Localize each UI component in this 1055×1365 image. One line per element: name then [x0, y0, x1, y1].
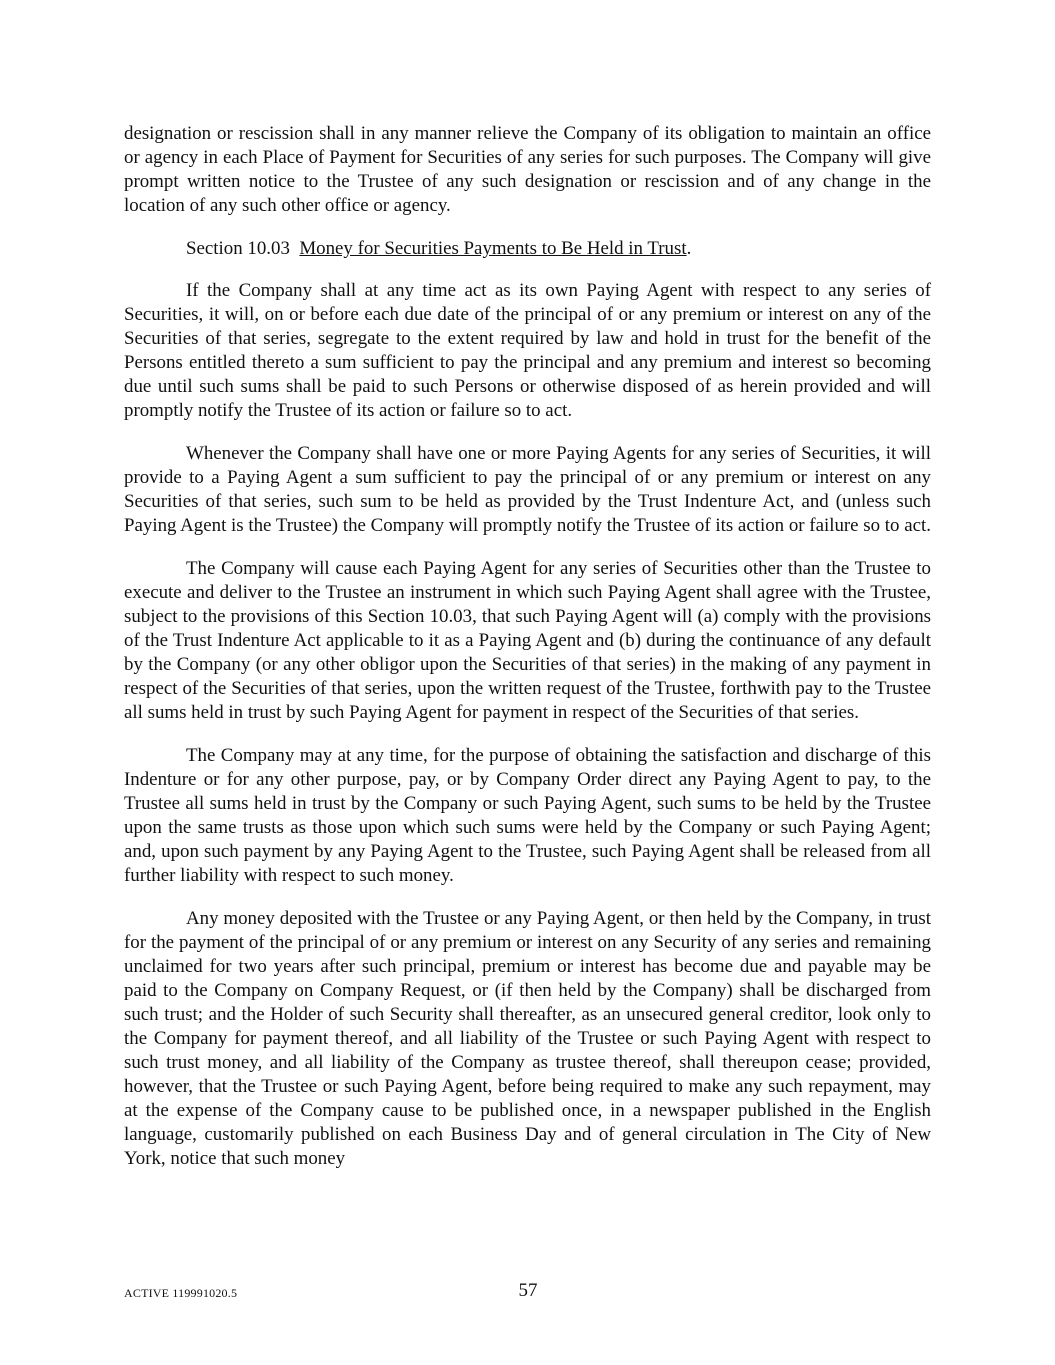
- continuation-paragraph: designation or rescission shall in any manner relieve the Company of its obligation to maintain an office or agency in each Place of Payment for Securities of any series for such purposes. The Company will give prompt written notice to the Trustee of any such designation or rescission and of any change in the location of any such other office or agency.: [124, 123, 931, 216]
- section-heading: [124, 237, 931, 261]
- paragraph-own-paying-agent: If the Company shall at any time act as its own Paying Agent with respect to any series of Securities, it will, on or before each due date of the principal of or any premium or interest on any of the Securities of that series, segregate to the extent required by law and hold in trust for the benefit of the Persons entitled thereto a sum sufficient to pay the principal and any premium and interest so becoming due until such sums shall be paid to such Persons or otherwise disposed of as herein provided and will promptly notify the Trustee of its action or failure so to act.: [124, 280, 931, 421]
- footer-document-id: ACTIVE 119991020.5: [124, 1286, 238, 1300]
- paragraph-multiple-paying-agents: Whenever the Company shall have one or more Paying Agents for any series of Securities, it will provide to a Paying Agent a sum sufficient to pay the principal of or any premium or interest on any Securities of that series, such sum to be held as provided by the Trust Indenture Act, and (unless such Paying Agent is the Trustee) the Company will promptly notify the Trustee of its action or failure so to act.: [124, 443, 931, 536]
- section-number: Section 10.03: [186, 238, 290, 259]
- paragraph-paying-agent-instrument: The Company will cause each Paying Agent for any series of Securities other than the Trustee to execute and deliver to the Trustee an instrument in which such Paying Agent shall agree with the Trustee, subject to the provisions of this Section 10.03, that such Paying Agent will (a) comply with the provisions of the Trust Indenture Act applicable to it as a Paying Agent and (b) during the continuance of any default by the Company (or any other obligor upon the Securities of that series) in the making of any payment in respect of the Securities of that series, upon the written request of the Trustee, forthwith pay to the Trustee all sums held in trust by such Paying Agent for payment in respect of the Securities of that series.: [124, 558, 931, 723]
- paragraph-satisfaction-discharge: The Company may at any time, for the purpose of obtaining the satisfaction and discharge of this Indenture or for any other purpose, pay, or by Company Order direct any Paying Agent to pay, to the Trustee all sums held in trust by the Company or such Paying Agent, such sums to be held by the Trustee upon the same trusts as those upon which such sums were held by the Company or such Paying Agent; and, upon such payment by any Paying Agent to the Trustee, such Paying Agent shall be released from all further liability with respect to such money.: [124, 745, 931, 886]
- section-title-period: .: [686, 238, 692, 259]
- page-number: 57: [518, 1280, 538, 1301]
- paragraph-unclaimed-money: Any money deposited with the Trustee or any Paying Agent, or then held by the Company, in trust for the payment of the principal of or any premium or interest on any Security of any series and remaining unclaimed for two years after such principal, premium or interest has become due and payable may be paid to the Company on Company Request, or (if then held by the Company) shall be discharged from such trust; and the Holder of such Security shall thereafter, as an unsecured general creditor, look only to the Company for payment thereof, and all liability of the Trustee or such Paying Agent with respect to such trust money, and all liability of the Company as trustee thereof, shall thereupon cease; provided, however, that the Trustee or such Paying Agent, before being required to make any such repayment, may at the expense of the Company cause to be published once, in a newspaper published in the English language, customarily published on each Business Day and of general circulation in The City of New York, notice that such money: [124, 908, 931, 1169]
- section-title: Money for Securities Payments to Be Held in Trust: [299, 238, 687, 259]
- document-body: [124, 122, 931, 1190]
